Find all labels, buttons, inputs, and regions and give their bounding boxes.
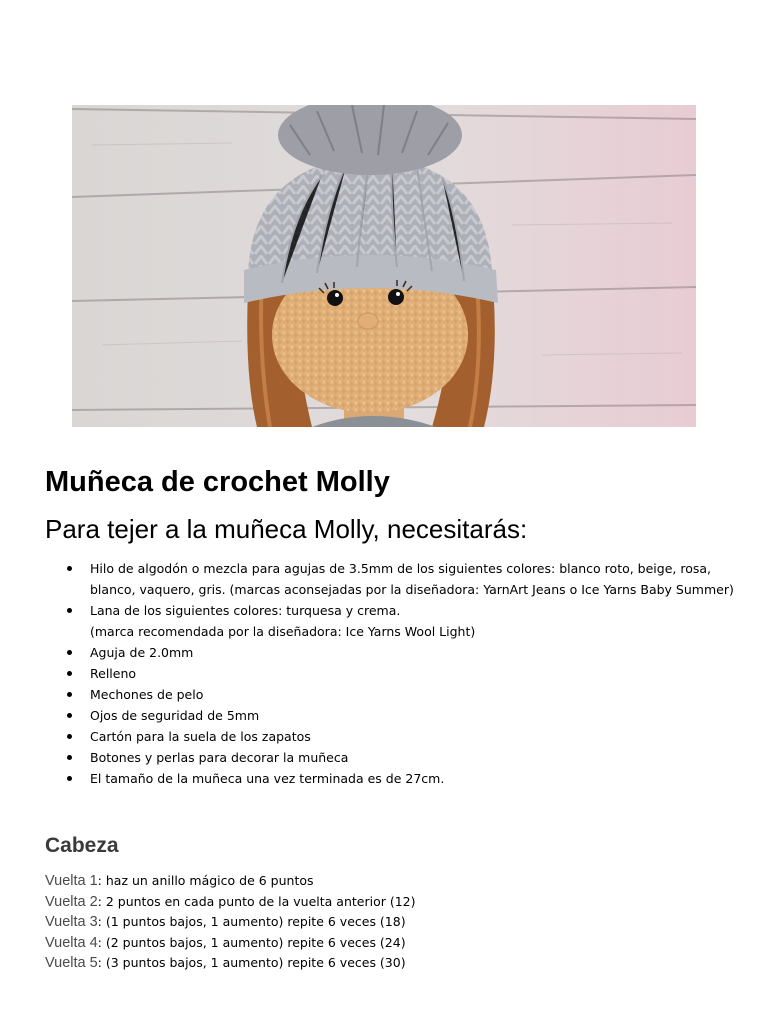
round-text: : (3 puntos bajos, 1 aumento) repite 6 veces (30) xyxy=(97,955,406,970)
list-item-text: Mechones de pelo xyxy=(90,687,204,702)
list-item xyxy=(45,747,745,768)
round-text: : haz un anillo mágico de 6 puntos xyxy=(97,873,314,888)
list-item-text: Aguja de 2.0mm xyxy=(90,645,194,660)
page-title: Muñeca de crochet Molly xyxy=(45,466,390,498)
list-item xyxy=(45,642,745,663)
list-item-text: Lana de los siguientes colores: turquesa y crema. xyxy=(90,603,401,618)
list-item-text: Hilo de algodón o mezcla para agujas de 3.5mm de los siguientes colores: blanco roto, beige, rosa, xyxy=(90,561,712,576)
list-item-text: (marca recomendada por la diseñadora: Ice Yarns Wool Light) xyxy=(90,624,476,639)
round-item xyxy=(45,953,416,974)
round-label: Vuelta 4 xyxy=(45,934,98,951)
section-title: Cabeza xyxy=(45,834,119,857)
round-text: : (1 puntos bajos, 1 aumento) repite 6 veces (18) xyxy=(97,914,406,929)
list-item-text: Ojos de seguridad de 5mm xyxy=(90,708,260,723)
materials-list xyxy=(45,558,745,789)
doll-photo xyxy=(72,105,696,427)
list-item-text: Botones y perlas para decorar la muñeca xyxy=(90,750,349,765)
crochet-doll-photo-icon xyxy=(72,105,696,427)
list-item xyxy=(45,600,745,642)
list-item xyxy=(45,684,745,705)
list-item-text: El tamaño de la muñeca una vez terminada es de 27cm. xyxy=(90,771,445,786)
list-item xyxy=(45,726,745,747)
round-item xyxy=(45,871,416,892)
round-item xyxy=(45,912,416,933)
round-text: : (2 puntos bajos, 1 aumento) repite 6 veces (24) xyxy=(97,934,406,950)
list-item xyxy=(45,663,745,684)
round-text: : 2 puntos en cada punto de la vuelta anterior (12) xyxy=(97,893,416,909)
list-item xyxy=(45,768,745,789)
round-label: Vuelta 5 xyxy=(45,955,98,971)
round-item xyxy=(45,892,416,913)
list-item xyxy=(45,558,745,600)
list-item-text: blanco, vaquero, gris. (marcas aconsejadas por la diseñadora: YarnArt Jeans o Ice Yarns Baby Summer) xyxy=(90,582,734,597)
round-label: Vuelta 2 xyxy=(45,893,98,910)
list-item xyxy=(45,705,745,726)
page-subtitle: Para tejer a la muñeca Molly, necesitarás: xyxy=(45,514,528,544)
round-item xyxy=(45,933,416,954)
round-label: Vuelta 3 xyxy=(45,914,98,930)
list-item-text: Relleno xyxy=(90,666,137,681)
list-item-text: Cartón para la suela de los zapatos xyxy=(90,729,311,744)
round-label: Vuelta 1 xyxy=(45,873,98,889)
rounds-list xyxy=(45,871,416,974)
